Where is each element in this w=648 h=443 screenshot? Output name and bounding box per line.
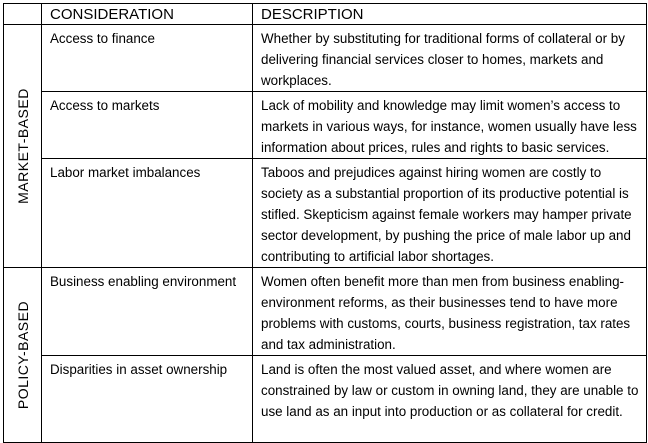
description-text: Taboos and prejudices against hiring women are costly to society as a substantial proportion of its productive potential is stifled. Skepticism against female workers may hamper private sector development, by pushing the price of male labor up and contributing to artificial labor shortages. [261, 165, 632, 264]
group-cell-policy-based [4, 268, 42, 443]
table-row [4, 268, 647, 356]
group-cell-market-based [4, 25, 42, 268]
table-row [4, 25, 647, 92]
consideration-cell [42, 268, 253, 356]
description-text: Land is often the most valued asset, and where women are constrained by law or custom in owning land, they are unable to use land as an input into production or as collateral for credit. [261, 362, 639, 419]
header-empty-cell [4, 4, 42, 25]
header-description-cell [253, 4, 647, 25]
consideration-cell [42, 356, 253, 443]
header-consideration-cell [42, 4, 253, 25]
consideration-cell [42, 25, 253, 92]
header-consideration: CONSIDERATION [50, 6, 174, 23]
group-label-policy-based: POLICY-BASED [14, 300, 31, 410]
consideration-text: Access to finance [50, 31, 155, 46]
description-text: Women often benefit more than men from business enabling-environment reforms, as their businesses tend to have more problems with customs, courts, business registration, tax rates and tax administration. [261, 274, 631, 352]
description-cell [253, 356, 647, 443]
description-text: Lack of mobility and knowledge may limit women’s access to markets in various ways, for instance, women usually have less information about prices, rules and rights to basic services. [261, 98, 637, 155]
consideration-text: Access to markets [50, 98, 160, 113]
consideration-cell [42, 159, 253, 268]
table-row [4, 92, 647, 159]
consideration-text: Labor market imbalances [50, 165, 201, 180]
table-row [4, 356, 647, 443]
consideration-text: Business enabling environment [50, 274, 237, 289]
group-label-market-based: MARKET-BASED [14, 88, 31, 204]
considerations-table [3, 3, 647, 443]
header-row [4, 4, 647, 25]
table-row [4, 159, 647, 268]
header-description: DESCRIPTION [261, 6, 364, 23]
consideration-cell [42, 92, 253, 159]
description-cell [253, 159, 647, 268]
description-cell [253, 268, 647, 356]
description-cell [253, 92, 647, 159]
description-cell [253, 25, 647, 92]
consideration-text: Disparities in asset ownership [50, 362, 228, 377]
description-text: Whether by substituting for traditional forms of collateral or by delivering financial services closer to homes, markets and workplaces. [261, 31, 625, 88]
